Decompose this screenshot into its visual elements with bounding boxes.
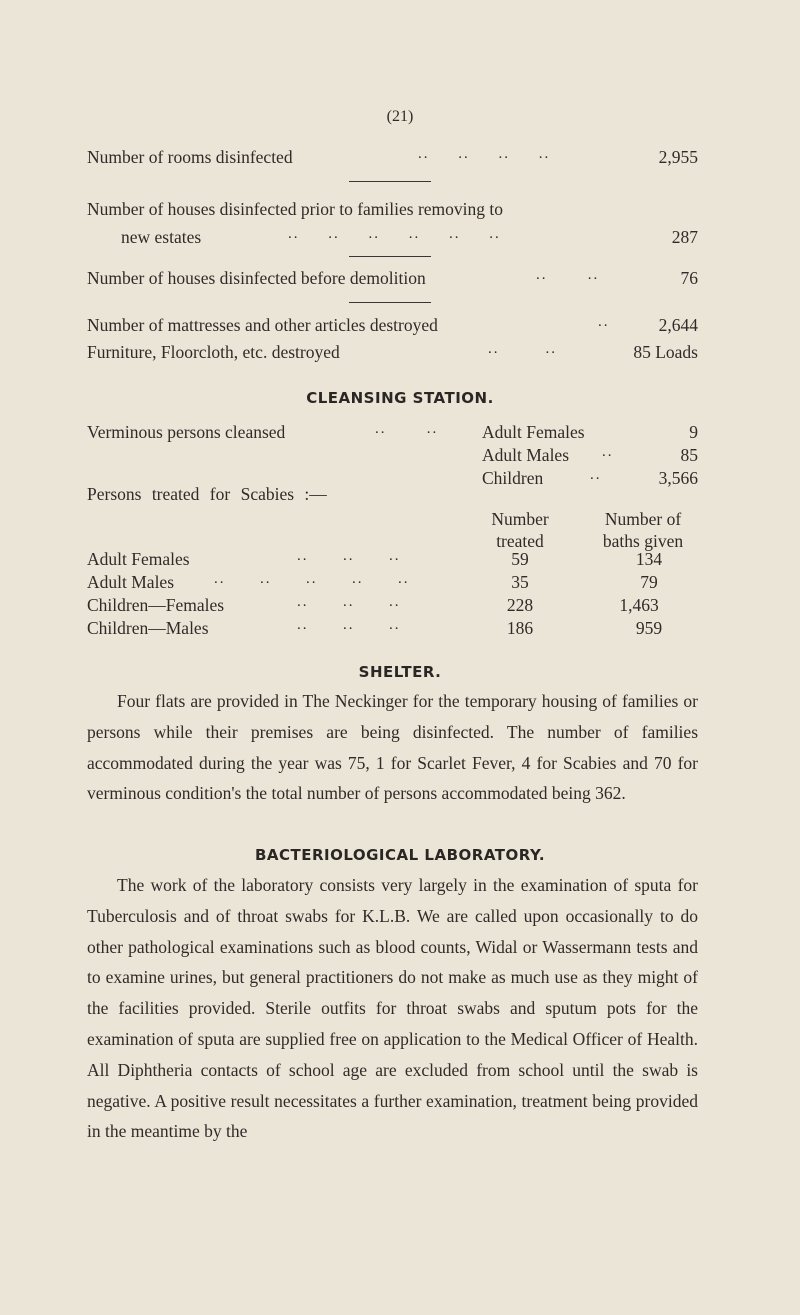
mattresses-value: 2,644 [658,315,698,335]
row-category: Adult Males [87,572,175,592]
dot-leader: .. .. .. [297,617,401,633]
dot-leader: .. .. .. [297,594,401,610]
row-baths: 134 [635,549,663,569]
laboratory-paragraph [87,870,698,1147]
houses-removing-value: 287 [671,227,698,247]
col-header-baths: baths given [602,531,684,551]
laboratory-heading: BACTERIOLOGICAL LABORATORY. [254,846,546,864]
row-category: Adult Females [87,549,190,569]
mattresses-label: Number of mattresses and other articles destroyed [87,315,438,335]
row-treated: 186 [506,618,534,638]
verminous-category: Adult Males [482,445,570,465]
houses-removing-label-line2: new estates [121,227,202,247]
furniture-value: 85 Loads [633,342,698,362]
houses-demolition-label: Number of houses disinfected before demolition [87,268,426,288]
rooms-value: 2,955 [658,147,698,167]
row-baths: 1,463 [619,595,659,615]
divider-rule [349,181,431,182]
verminous-category: Children [482,468,544,488]
col-header-treated: treated [496,531,544,551]
dot-leader: .. [602,444,614,460]
row-baths: 79 [640,572,658,592]
dot-leader: .. .. [375,421,439,437]
row-treated: 35 [511,572,529,592]
verminous-value: 9 [689,422,698,442]
cleansing-station-heading: CLEANSING STATION. [306,389,494,407]
laboratory-text: The work of the laboratory consists very largely in the examination of sputa for Tuberculosis and of throat swabs for K.L.B. We are called upon occasionally to do other pathological examinations such as blood counts, Widal or Wassermann tests and to examine urines, but general practitioners do not make as much use as they might of the facilities provided. Sterile outfits for throat swabs and sputum pots for the examination of sputa are supplied free on application to the Medical Officer of Health. All Diphtheria contacts of school age are excluded from school until the swab is negative. A positive result necessitates a further examination, treatment being provided in the meantime by the [87,875,698,1142]
dot-leader: .. .. .. .. [418,146,551,162]
row-treated: 228 [506,595,534,615]
rooms-label: Number of rooms disinfected [87,147,293,167]
verminous-category: Adult Females [482,422,585,442]
dot-leader: .. [590,467,602,483]
divider-rule [349,256,431,257]
dot-leader: .. .. .. .. .. [214,571,410,587]
row-treated: 59 [511,549,529,569]
col-header-treated: Number [491,509,549,529]
dot-leader: .. .. [536,267,600,283]
houses-demolition-value: 76 [680,268,698,288]
row-category: Children—Males [87,618,209,638]
row-baths: 959 [635,618,663,638]
houses-removing-label-line1: Number of houses disinfected prior to families removing to [87,199,504,219]
verminous-label: Verminous persons cleansed [87,422,286,442]
verminous-value: 3,566 [658,468,698,488]
scabies-label: Persons treated for Scabies :— [87,484,327,504]
verminous-value: 85 [680,445,698,465]
col-header-baths: Number of [604,509,682,529]
shelter-text: Four flats are provided in The Neckinger for the temporary housing of families or persons while their premises are being disinfected. The number of families accommodated during the year was 75, 1 for Scarlet Fever, 4 for Scabies and 70 for verminous condition's the total number of persons accommodated being 362. [87,691,698,804]
divider-rule [349,302,431,303]
shelter-heading: SHELTER. [358,663,442,681]
dot-leader: .. [598,314,610,330]
furniture-label: Furniture, Floorcloth, etc. destroyed [87,342,340,362]
shelter-paragraph [87,686,698,809]
dot-leader: .. .. .. .. .. .. [288,226,501,242]
page-number: (21) [386,108,414,125]
dot-leader: .. .. [488,341,557,357]
dot-leader: .. .. .. [297,548,401,564]
row-category: Children—Females [87,595,225,615]
